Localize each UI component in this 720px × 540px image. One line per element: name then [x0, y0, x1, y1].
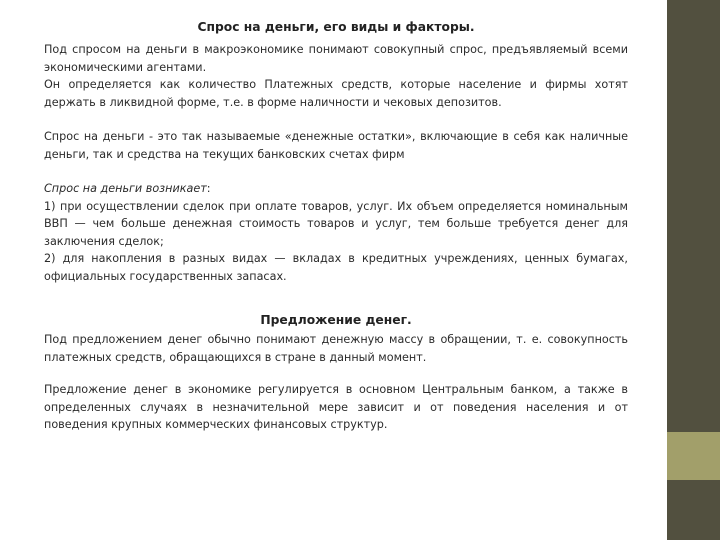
list-item-transactions: 1) при осуществлении сделок при оплате товаров, услуг. Их объем определяется номинальным ВВП — чем больше денежная стоимость товаров и услуг, тем больше требуется денег для заключения сделок;	[44, 199, 628, 248]
sidebar-accent-band	[667, 432, 720, 480]
reasons-heading-italic: Спрос на деньги возникает	[44, 182, 207, 195]
reasons-heading	[44, 180, 628, 198]
section-title-money-supply: Предложение денег.	[260, 313, 412, 327]
list-item-accumulation: 2) для накопления в разных видах — вкладах в кредитных учреждениях, ценных бумагах, официальных государственных запасах.	[44, 252, 628, 283]
paragraph-text: Под предложением денег обычно понимают денежную массу в обращении, т. е. совокупность платежных средств, обращающихся в стране в данный момент.	[44, 333, 628, 364]
paragraph-text: Под спросом на деньги в макроэкономике понимают совокупный спрос, предъявляемый всеми экономическими агентами.	[44, 43, 628, 74]
section-title-money-demand: Спрос на деньги, его виды и факторы.	[197, 20, 475, 34]
paragraph-money-balances	[44, 128, 628, 163]
reasons-heading-colon: :	[206, 182, 211, 195]
paragraph-text: Предложение денег в экономике регулируется в основном Центральным банком, а также в определенных случаях в незначительной мере зависит и от поведения населения и от поведения крупных коммерческих финансовых структур.	[44, 383, 628, 432]
paragraph-definition	[44, 41, 628, 111]
sidebar-dark-band-bottom	[667, 480, 720, 540]
sidebar-dark-band-top	[667, 0, 720, 432]
paragraph-supply-definition	[44, 331, 628, 366]
paragraph-text: Спрос на деньги - это так называемые «денежные остатки», включающие в себя как наличные деньги, так и средства на текущих банковских счетах фирм	[44, 130, 628, 161]
paragraph-text: Он определяется как количество Платежных средств, которые население и фирмы хотят держать в ликвидной форме, т.е. в форме наличности и чековых депозитов.	[44, 78, 628, 109]
decorative-sidebar	[667, 0, 720, 540]
paragraph-supply-regulation	[44, 381, 628, 434]
paragraph-demand-reasons	[44, 180, 628, 286]
